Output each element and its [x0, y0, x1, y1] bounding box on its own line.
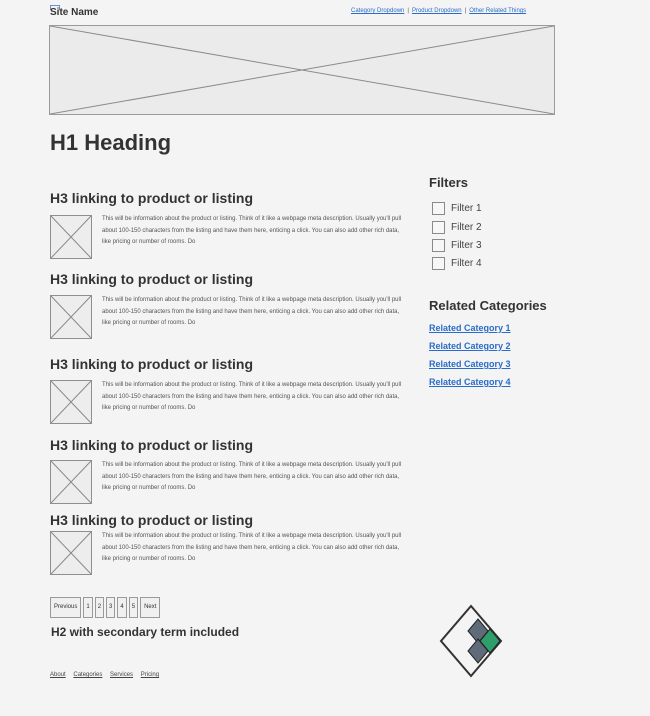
image-placeholder-icon	[50, 215, 92, 259]
related-category-4-link[interactable]: Related Category 4	[429, 377, 511, 387]
filter-4-checkbox[interactable]: Filter 4	[432, 256, 482, 270]
footer-nav	[50, 672, 165, 678]
listing-item	[50, 437, 410, 491]
filter-3-checkbox[interactable]: Filter 3	[432, 238, 482, 252]
image-placeholder-icon	[50, 531, 92, 575]
filters-title: Filters	[429, 175, 469, 190]
related-categories-title: Related Categories	[429, 298, 547, 313]
related-category-2-link[interactable]: Related Category 2	[429, 341, 511, 351]
listing-title-link[interactable]: H3 linking to product or listing	[50, 190, 253, 206]
page-2-button[interactable]: 2	[95, 597, 104, 618]
listing-title-link[interactable]: H3 linking to product or listing	[50, 512, 253, 528]
pagination	[50, 597, 160, 618]
diamond-logo-icon	[438, 603, 504, 679]
listing-item	[50, 356, 410, 411]
listing-description: This will be information about the product or listing. Think of it like a webpage meta description. Usually you'll pull about 100-150 characters from the listing and have them here, enticing a click. You can also add other rich data, like pricing or number of rooms. Do	[102, 533, 402, 562]
page-3-button[interactable]: 3	[106, 597, 115, 618]
listing-item	[50, 271, 410, 326]
listing-description: This will be information about the product or listing. Think of it like a webpage meta description. Usually you'll pull about 100-150 characters from the listing and have them here, enticing a click. You can also add other rich data, like pricing or number of rooms. Do	[102, 382, 402, 411]
listing-item	[50, 190, 410, 245]
page-5-button[interactable]: 5	[129, 597, 138, 618]
footer-pricing-link[interactable]: Pricing	[140, 672, 160, 678]
footer-about-link[interactable]: About	[50, 672, 66, 678]
nav-other-related-things[interactable]: Other Related Things	[469, 8, 527, 14]
filter-1-checkbox[interactable]: Filter 1	[432, 201, 482, 215]
page-1-button[interactable]: 1	[83, 597, 92, 618]
related-category-3-link[interactable]: Related Category 3	[429, 359, 511, 369]
image-placeholder-icon	[50, 295, 92, 339]
site-name[interactable]: Site Name	[50, 7, 99, 18]
listing-title-link[interactable]: H3 linking to product or listing	[50, 271, 253, 287]
nav-product-dropdown[interactable]: Product Dropdown	[411, 8, 462, 14]
image-placeholder-icon	[50, 460, 92, 504]
page-4-button[interactable]: 4	[117, 597, 126, 618]
related-category-1-link[interactable]: Related Category 1	[429, 323, 511, 333]
listing-description: This will be information about the product or listing. Think of it like a webpage meta description. Usually you'll pull about 100-150 characters from the listing and have them here, enticing a click. You can also add other rich data, like pricing or number of rooms. Do	[102, 297, 402, 326]
top-nav: Category Dropdown | Product Dropdown | Other Related Things	[351, 8, 527, 14]
listing-description: This will be information about the product or listing. Think of it like a webpage meta description. Usually you'll pull about 100-150 characters from the listing and have them here, enticing a click. You can also add other rich data, like pricing or number of rooms. Do	[102, 462, 402, 491]
previous-button[interactable]: Previous	[50, 597, 81, 618]
listing-description: This will be information about the product or listing. Think of it like a webpage meta description. Usually you'll pull about 100-150 characters from the listing and have them here, enticing a click. You can also add other rich data, like pricing or number of rooms. Do	[102, 216, 402, 245]
filter-2-checkbox[interactable]: Filter 2	[432, 220, 482, 234]
hero-image-placeholder-icon	[49, 25, 555, 115]
page-title: H1 Heading	[50, 130, 172, 155]
footer-services-link[interactable]: Services	[110, 672, 134, 678]
secondary-heading: H2 with secondary term included	[51, 625, 240, 639]
listing-title-link[interactable]: H3 linking to product or listing	[50, 437, 253, 453]
next-button[interactable]: Next	[140, 597, 160, 618]
nav-category-dropdown[interactable]: Category Dropdown	[351, 8, 405, 14]
listing-title-link[interactable]: H3 linking to product or listing	[50, 356, 253, 372]
footer-categories-link[interactable]: Categories	[73, 672, 103, 678]
image-placeholder-icon	[50, 380, 92, 424]
listing-item	[50, 512, 410, 562]
